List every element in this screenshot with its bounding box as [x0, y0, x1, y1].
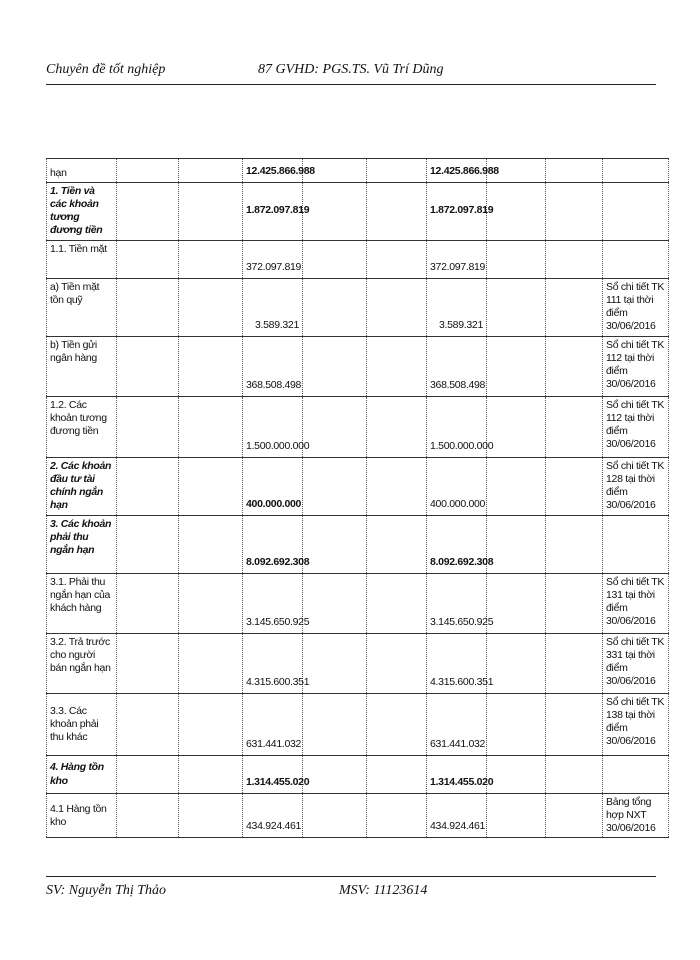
row-name: 1.1. Tiền mặt	[47, 241, 117, 279]
table-row	[47, 516, 669, 574]
value-cell: 1.872.097.819	[243, 183, 303, 241]
table-row	[47, 159, 669, 183]
value-cell: 4.315.600.351	[427, 634, 487, 694]
note-cell: Sổ chi tiết TK 112 tại thời điểm 30/06/2016	[603, 397, 669, 458]
value-cell: 3.589.321	[243, 279, 303, 337]
value-cell: 434.924.461	[243, 794, 303, 838]
value-cell: 434.924.461	[427, 794, 487, 838]
value-cell: 631.441.032	[427, 694, 487, 756]
row-name: 3.1. Phải thu ngắn hạn của khách hàng	[47, 574, 117, 634]
header-document-title: Chuyên đề tốt nghiệp	[46, 62, 166, 77]
note-cell: Sổ chi tiết TK 331 tại thời điểm 30/06/2016	[603, 634, 669, 694]
table-row	[47, 574, 669, 634]
row-name: 1.2. Các khoản tương đương tiền	[47, 397, 117, 458]
value-cell: 1.314.455.020	[427, 756, 487, 794]
row-name: 3.2. Trả trước cho người bán ngắn hạn	[47, 634, 117, 694]
value-cell: 12.425.866.988	[243, 159, 303, 183]
note-cell: Sổ chi tiết TK 112 tại thời điểm 30/06/2016	[603, 337, 669, 397]
page-header	[46, 62, 656, 85]
table-row	[47, 241, 669, 279]
row-name: a) Tiền mặt tồn quỹ	[47, 279, 117, 337]
value-cell: 368.508.498	[427, 337, 487, 397]
page-footer	[46, 876, 656, 901]
value-cell: 8.092.692.308	[427, 516, 487, 574]
value-cell: 1.500.000.000	[243, 397, 303, 458]
row-name: 4. Hàng tồn kho	[47, 756, 117, 794]
footer-student-name: SV: Nguyễn Thị Thảo	[46, 883, 167, 898]
table-row	[47, 183, 669, 241]
value-cell: 631.441.032	[243, 694, 303, 756]
value-cell: 372.097.819	[243, 241, 303, 279]
row-name: hạn	[47, 159, 117, 183]
value-cell: 372.097.819	[427, 241, 487, 279]
note-cell: Sổ chi tiết TK 138 tại thời điểm 30/06/2016	[603, 694, 669, 756]
note-cell	[603, 183, 669, 241]
value-cell: 4.315.600.351	[243, 634, 303, 694]
table-row	[47, 458, 669, 516]
value-cell: 1.500.000.000	[427, 397, 487, 458]
value-cell: 3.145.650.925	[243, 574, 303, 634]
row-name: 3. Các khoản phải thu ngắn hạn	[47, 516, 117, 574]
note-cell: Sổ chi tiết TK 128 tại thời điểm 30/06/2016	[603, 458, 669, 516]
note-cell: Bảng tổng hợp NXT 30/06/2016	[603, 794, 669, 838]
note-cell: Sổ chi tiết TK 111 tại thời điểm 30/06/2016	[603, 279, 669, 337]
header-page-and-advisor: 87 GVHD: PGS.TS. Vũ Trí Dũng	[258, 62, 444, 77]
table-row	[47, 634, 669, 694]
value-cell: 1.314.455.020	[243, 756, 303, 794]
row-name: 4.1 Hàng tồn kho	[47, 794, 117, 838]
note-cell	[603, 516, 669, 574]
row-name: b) Tiền gửi ngân hàng	[47, 337, 117, 397]
asset-table	[46, 158, 669, 838]
value-cell: 8.092.692.308	[243, 516, 303, 574]
value-cell: 3.589.321	[427, 279, 487, 337]
note-cell: Sổ chi tiết TK 131 tại thời điểm 30/06/2016	[603, 574, 669, 634]
value-cell: 12.425.866.988	[427, 159, 487, 183]
value-cell: 400.000.000	[243, 458, 303, 516]
value-cell: 368.508.498	[243, 337, 303, 397]
value-cell: 400.000.000	[427, 458, 487, 516]
table-row	[47, 694, 669, 756]
row-name: 2. Các khoản đầu tư tài chính ngắn hạn	[47, 458, 117, 516]
table-row	[47, 279, 669, 337]
table-row	[47, 756, 669, 794]
value-cell: 1.872.097.819	[427, 183, 487, 241]
table-row	[47, 794, 669, 838]
note-cell	[603, 756, 669, 794]
value-cell: 3.145.650.925	[427, 574, 487, 634]
row-name: 3.3. Các khoản phải thu khác	[47, 694, 117, 756]
table-row	[47, 337, 669, 397]
table-row	[47, 397, 669, 458]
footer-student-id: MSV: 11123614	[339, 883, 428, 898]
note-cell	[603, 241, 669, 279]
note-cell	[603, 159, 669, 183]
row-name: 1. Tiền và các khoản tương đương tiền	[47, 183, 117, 241]
